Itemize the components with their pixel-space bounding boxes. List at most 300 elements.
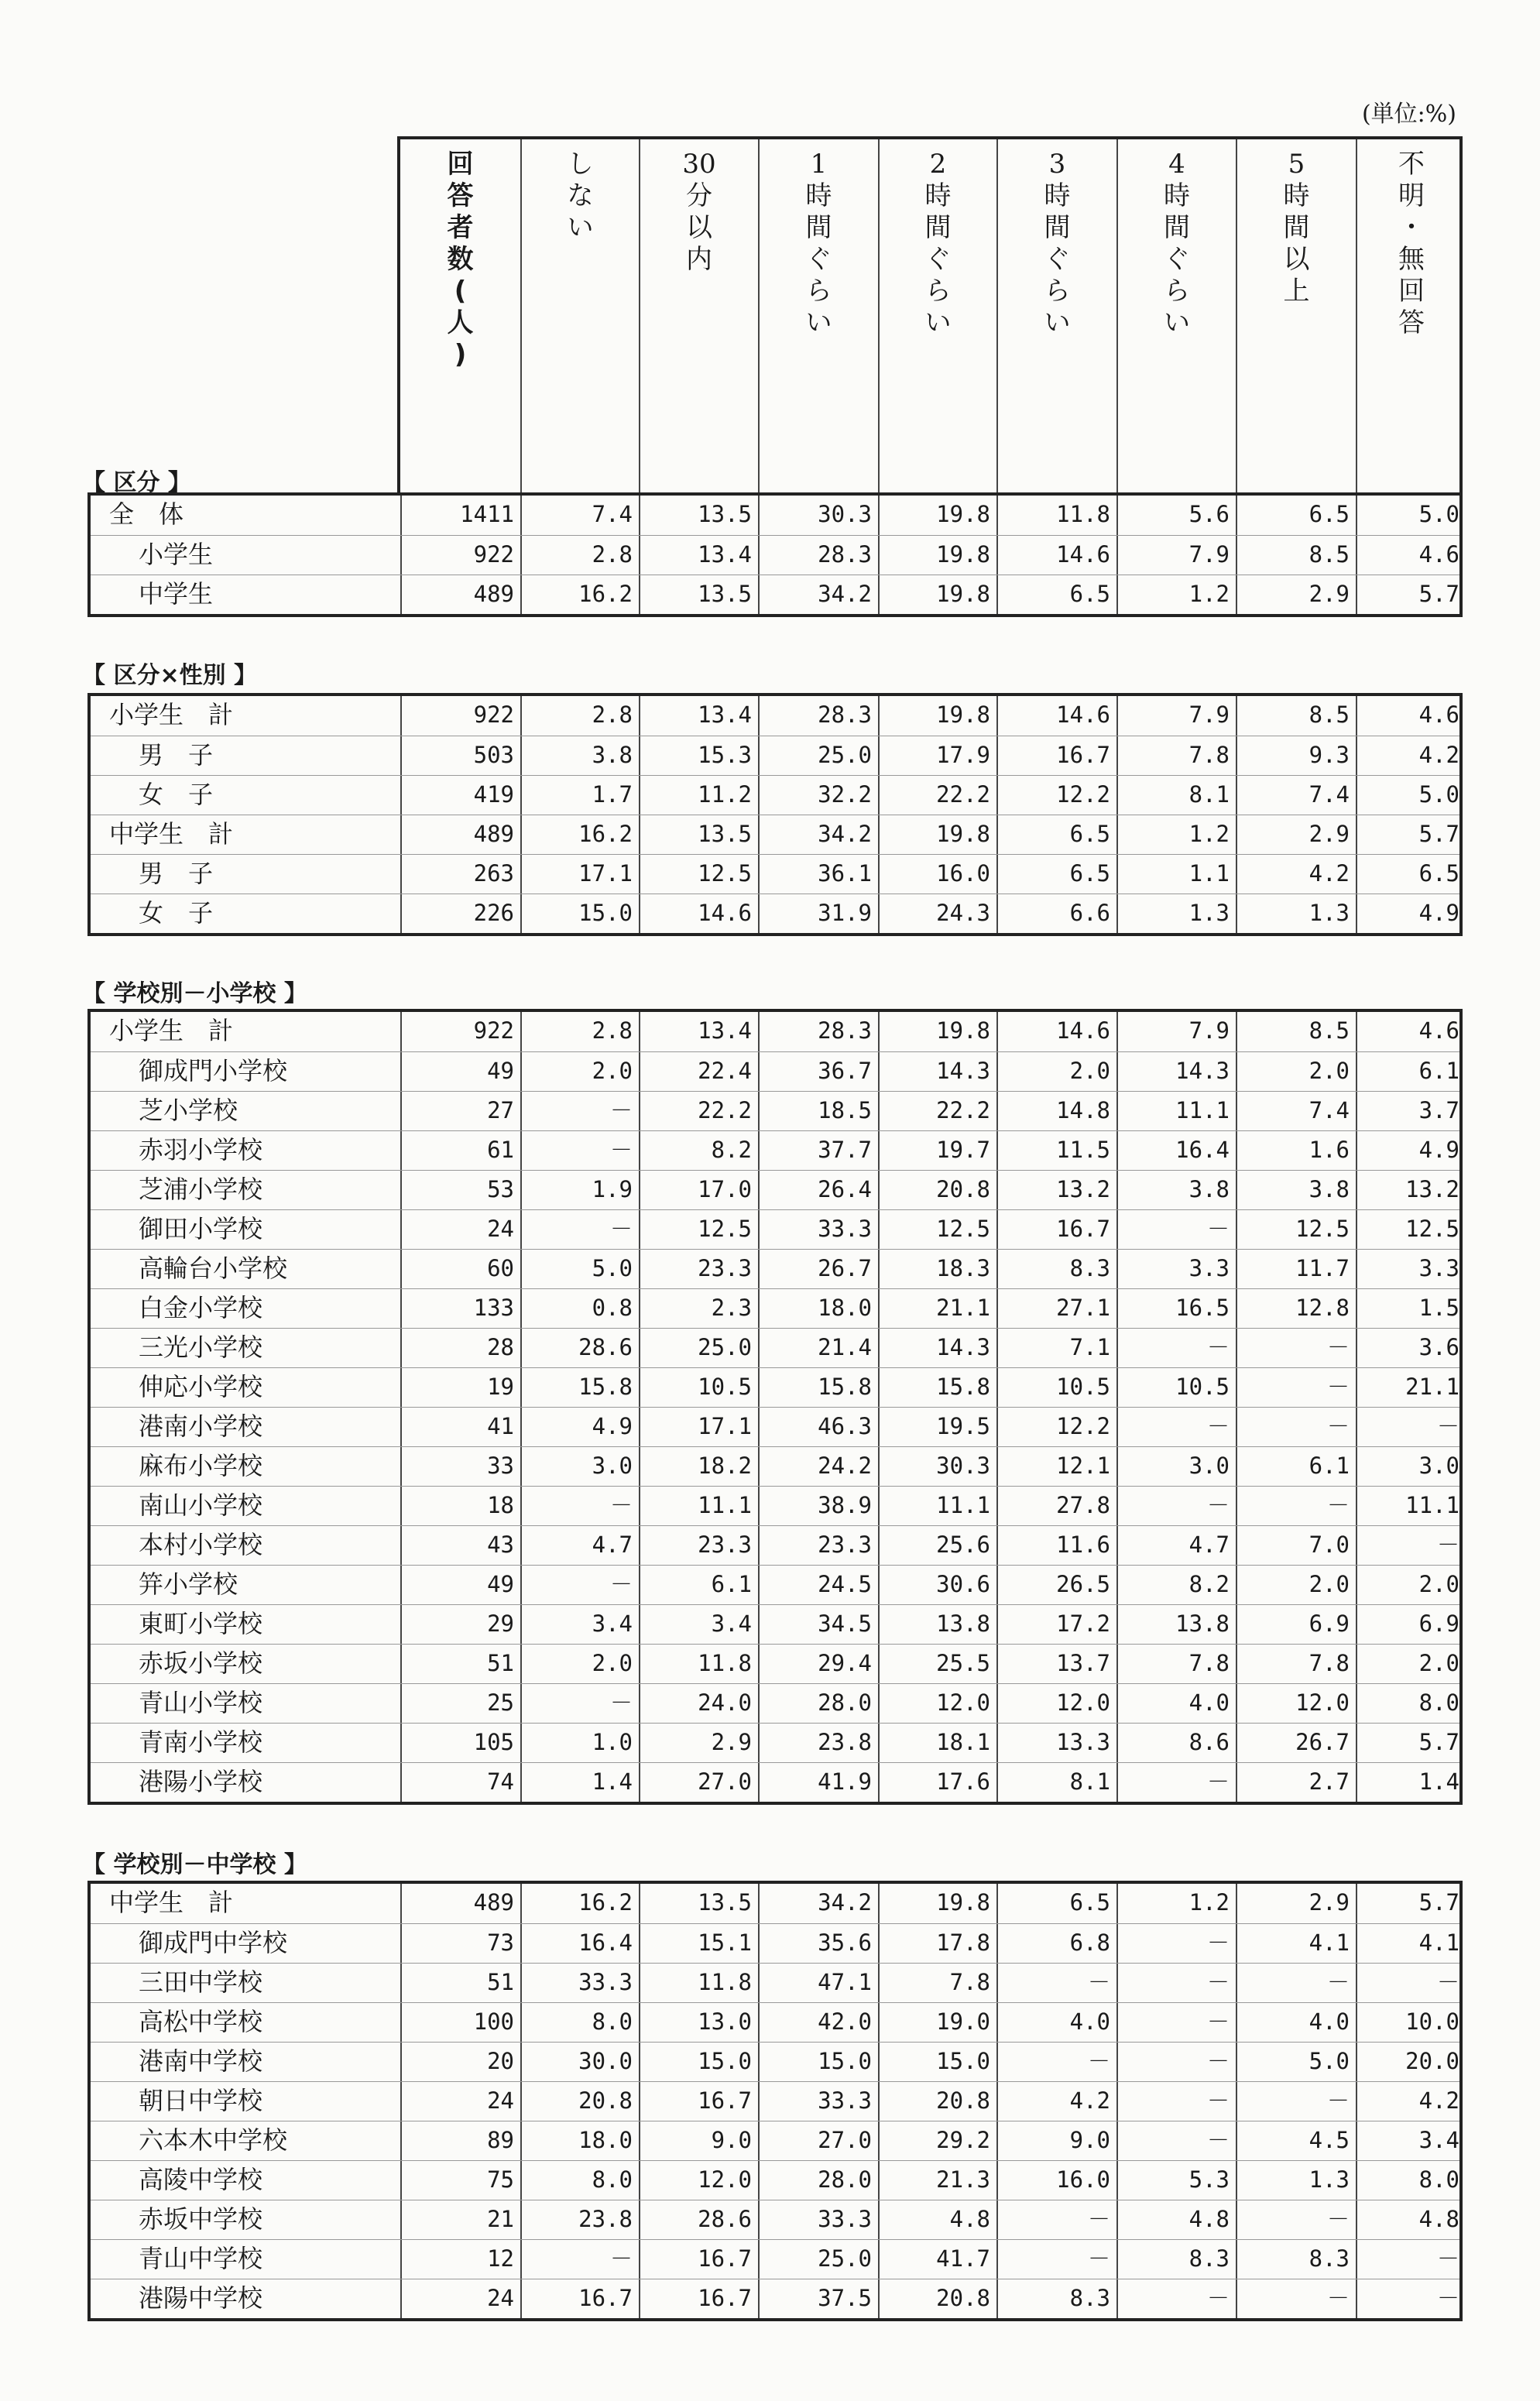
- row-label: 赤坂中学校: [139, 2204, 263, 2234]
- table-cell: 41: [400, 1408, 520, 1446]
- table-cell: 6.5: [996, 575, 1116, 614]
- table-cell: 6.5: [1356, 855, 1466, 894]
- table-cell: 7.0: [1236, 1526, 1356, 1565]
- table-cell: 105: [400, 1724, 520, 1762]
- column-header-char: 数: [447, 244, 474, 275]
- table-cell: 60: [400, 1250, 520, 1288]
- column-header-char: 3: [1048, 149, 1066, 180]
- table-cell: 16.2: [520, 575, 639, 614]
- table-cell: 16.4: [1116, 1131, 1236, 1170]
- row-label: 伸応小学校: [139, 1372, 263, 1401]
- table-cell: 15.8: [878, 1368, 996, 1407]
- table-cell: 6.6: [996, 894, 1116, 933]
- table-row: [91, 894, 1459, 933]
- table-cell: 2.8: [520, 1012, 639, 1051]
- table-cell: 26.7: [758, 1250, 878, 1288]
- row-label: 麻布小学校: [139, 1451, 263, 1480]
- table-cell: －: [520, 1487, 639, 1525]
- table-cell: 15.0: [758, 2043, 878, 2081]
- column-header-1: [520, 139, 639, 492]
- table-cell: 3.4: [639, 1605, 758, 1644]
- table-row: [91, 1012, 1459, 1051]
- table-cell: 1.3: [1116, 894, 1236, 933]
- table-cell: 18.3: [878, 1250, 996, 1288]
- table-cell: 4.5: [1236, 2121, 1356, 2160]
- column-header-char: 5: [1288, 149, 1305, 180]
- table-row: [91, 1963, 1459, 2002]
- table-cell: 25.0: [758, 2240, 878, 2279]
- table-cell: 1.9: [520, 1171, 639, 1209]
- table-cell: 15.3: [639, 736, 758, 775]
- column-header-char: 間: [1283, 212, 1310, 243]
- table-cell: 24.2: [758, 1447, 878, 1486]
- table-cell: 13.5: [639, 815, 758, 854]
- column-header-char: 者: [447, 212, 474, 243]
- row-label: 中学生: [139, 579, 214, 609]
- table-cell: 13.4: [639, 696, 758, 736]
- table-cell: 2.0: [1356, 1566, 1466, 1604]
- table-cell: 33.3: [758, 1210, 878, 1249]
- table-cell: 18.1: [878, 1724, 996, 1762]
- table-cell: 12.5: [1356, 1210, 1466, 1249]
- table-cell: 15.8: [520, 1368, 639, 1407]
- column-header-char: 明: [1398, 180, 1425, 211]
- table-cell: 11.2: [639, 776, 758, 815]
- table-cell: 30.0: [520, 2043, 639, 2081]
- data-table: [87, 693, 1463, 936]
- column-header-char: 時: [1164, 180, 1190, 211]
- table-cell: 2.9: [1236, 1884, 1356, 1923]
- table-cell: 8.0: [1356, 2161, 1466, 2200]
- table-cell: 8.5: [1236, 536, 1356, 575]
- table-cell: 18: [400, 1487, 520, 1525]
- table-cell: 5.7: [1356, 1884, 1466, 1923]
- table-cell: 2.3: [639, 1289, 758, 1328]
- table-cell: －: [1116, 1487, 1236, 1525]
- row-label: 御成門小学校: [139, 1056, 288, 1086]
- table-cell: 24: [400, 2279, 520, 2318]
- table-cell: －: [1116, 2121, 1236, 2160]
- table-cell: 34.2: [758, 575, 878, 614]
- table-cell: 27.0: [639, 1763, 758, 1802]
- table-cell: 33.3: [758, 2082, 878, 2121]
- data-table: [87, 1881, 1463, 2321]
- row-label: 青南小学校: [139, 1727, 263, 1757]
- table-cell: 22.2: [878, 1092, 996, 1130]
- table-cell: 19.8: [878, 1012, 996, 1051]
- column-header-char: 内: [686, 244, 712, 275]
- table-cell: 14.3: [1116, 1052, 1236, 1091]
- table-cell: 5.0: [520, 1250, 639, 1288]
- table-cell: 8.0: [520, 2161, 639, 2200]
- table-cell: －: [1116, 2043, 1236, 2081]
- column-header-6: [1116, 139, 1236, 492]
- table-cell: 41.9: [758, 1763, 878, 1802]
- column-header-char: ぐ: [805, 244, 832, 275]
- table-cell: 20.8: [878, 2082, 996, 2121]
- table-cell: 22.4: [639, 1052, 758, 1091]
- section-title: 【 区分 】: [82, 469, 191, 496]
- table-row: [91, 1249, 1459, 1288]
- table-cell: 25.0: [758, 736, 878, 775]
- table-cell: 3.4: [520, 1605, 639, 1644]
- table-row: [91, 496, 1459, 535]
- table-row: [91, 2200, 1459, 2239]
- table-cell: 13.4: [639, 1012, 758, 1051]
- row-label: 男 子: [139, 740, 214, 770]
- column-header-char: 時: [1283, 180, 1310, 211]
- table-cell: 25.0: [639, 1329, 758, 1367]
- row-label: 中学生 計: [109, 819, 234, 849]
- table-cell: 4.2: [1356, 736, 1466, 775]
- table-cell: 7.9: [1116, 1012, 1236, 1051]
- table-cell: 19.7: [878, 1131, 996, 1170]
- table-cell: 37.5: [758, 2279, 878, 2318]
- table-cell: 7.4: [1236, 1092, 1356, 1130]
- table-cell: 2.8: [520, 696, 639, 736]
- table-cell: 1.3: [1236, 894, 1356, 933]
- table-cell: －: [520, 1210, 639, 1249]
- table-cell: 15.8: [758, 1368, 878, 1407]
- row-label: 笄小学校: [139, 1569, 238, 1599]
- table-cell: 13.8: [1116, 1605, 1236, 1644]
- table-cell: 1.2: [1116, 575, 1236, 614]
- table-cell: 16.7: [996, 736, 1116, 775]
- table-cell: 6.8: [996, 1924, 1116, 1963]
- table-cell: 28.0: [758, 2161, 878, 2200]
- table-cell: 12.8: [1236, 1289, 1356, 1328]
- table-cell: 4.2: [1356, 2082, 1466, 2121]
- table-cell: 100: [400, 2003, 520, 2042]
- row-label: 港陽小学校: [139, 1767, 263, 1796]
- column-header-char: 1: [810, 149, 828, 180]
- table-cell: －: [1116, 2003, 1236, 2042]
- row-label: 御田小学校: [139, 1214, 263, 1243]
- table-row: [91, 575, 1459, 614]
- table-cell: 19.8: [878, 815, 996, 854]
- table-cell: 24.0: [639, 1684, 758, 1723]
- table-row: [91, 1525, 1459, 1565]
- row-label: 御成門中学校: [139, 1928, 288, 1957]
- table-cell: －: [1356, 1526, 1466, 1565]
- table-cell: －: [1236, 1408, 1356, 1446]
- table-row: [91, 2239, 1459, 2279]
- table-row: [91, 1644, 1459, 1683]
- table-cell: 2.9: [1236, 575, 1356, 614]
- table-cell: 16.2: [520, 1884, 639, 1923]
- table-cell: －: [1356, 2279, 1466, 2318]
- table-row: [91, 1407, 1459, 1446]
- table-cell: 8.5: [1236, 696, 1356, 736]
- column-header-char: ら: [924, 276, 952, 307]
- table-cell: 26.7: [1236, 1724, 1356, 1762]
- table-cell: －: [1236, 1487, 1356, 1525]
- unit-label: (単位:%): [1361, 101, 1456, 128]
- table-cell: 2.0: [1356, 1645, 1466, 1683]
- table-cell: 30.3: [758, 496, 878, 535]
- table-cell: 11.5: [996, 1131, 1116, 1170]
- column-header-char: ら: [805, 276, 832, 307]
- column-header-2: [639, 139, 758, 492]
- table-cell: 15.0: [878, 2043, 996, 2081]
- table-cell: 4.0: [996, 2003, 1116, 2042]
- column-header-char: 以: [1283, 244, 1310, 275]
- table-cell: 11.8: [639, 1964, 758, 2002]
- table-cell: 28.6: [520, 1329, 639, 1367]
- table-cell: 13.7: [996, 1645, 1116, 1683]
- column-header-char: ぐ: [1044, 244, 1071, 275]
- table-cell: 21.3: [878, 2161, 996, 2200]
- table-cell: 19.0: [878, 2003, 996, 2042]
- table-cell: 5.3: [1116, 2161, 1236, 2200]
- table-cell: 29: [400, 1605, 520, 1644]
- section-title: 【 区分×性別 】: [82, 662, 258, 689]
- table-cell: －: [1236, 2082, 1356, 2121]
- table-cell: 1.2: [1116, 815, 1236, 854]
- table-cell: 3.3: [1356, 1250, 1466, 1288]
- table-cell: 32.2: [758, 776, 878, 815]
- table-cell: 9.0: [639, 2121, 758, 2160]
- table-cell: 2.0: [520, 1052, 639, 1091]
- column-header-char: ぐ: [1164, 244, 1190, 275]
- table-cell: 10.5: [996, 1368, 1116, 1407]
- table-cell: －: [996, 1964, 1116, 2002]
- table-cell: 12.5: [1236, 1210, 1356, 1249]
- table-cell: 3.3: [1116, 1250, 1236, 1288]
- data-table: [87, 1009, 1463, 1805]
- column-header-char: 答: [447, 180, 474, 211]
- table-cell: 5.0: [1236, 2043, 1356, 2081]
- column-header-char: 不: [1398, 149, 1425, 180]
- column-header-char: 無: [1398, 244, 1425, 275]
- table-cell: 5.6: [1116, 496, 1236, 535]
- table-cell: 3.8: [1116, 1171, 1236, 1209]
- table-row: [91, 2160, 1459, 2200]
- column-header-char: 間: [924, 212, 952, 243]
- table-cell: 51: [400, 1964, 520, 2002]
- table-cell: 17.1: [639, 1408, 758, 1446]
- table-row: [91, 1923, 1459, 1963]
- table-cell: 922: [400, 536, 520, 575]
- column-header-char: い: [1164, 307, 1190, 338]
- row-label: 東町小学校: [139, 1609, 263, 1638]
- row-label: 女 子: [139, 898, 214, 928]
- table-cell: 26.4: [758, 1171, 878, 1209]
- table-cell: 1.1: [1116, 855, 1236, 894]
- table-row: [91, 1604, 1459, 1644]
- column-header-3: [758, 139, 878, 492]
- row-label: 芝小学校: [139, 1096, 238, 1125]
- table-cell: 30.6: [878, 1566, 996, 1604]
- row-label: 小学生 計: [109, 700, 234, 729]
- table-cell: 8.6: [1116, 1724, 1236, 1762]
- table-cell: 4.8: [1116, 2200, 1236, 2239]
- table-row: [91, 1051, 1459, 1091]
- table-cell: 29.4: [758, 1645, 878, 1683]
- column-header-char: 間: [1044, 212, 1071, 243]
- table-cell: 17.2: [996, 1605, 1116, 1644]
- table-cell: 11.1: [1356, 1487, 1466, 1525]
- table-cell: 16.7: [639, 2279, 758, 2318]
- column-header-5: [996, 139, 1116, 492]
- table-cell: 1.2: [1116, 1884, 1236, 1923]
- table-cell: 489: [400, 575, 520, 614]
- table-row: [91, 736, 1459, 775]
- table-cell: －: [520, 1092, 639, 1130]
- table-cell: 27: [400, 1092, 520, 1130]
- table-cell: 13.5: [639, 575, 758, 614]
- row-label: 女 子: [139, 780, 214, 809]
- row-label: 赤羽小学校: [139, 1135, 263, 1164]
- table-cell: 37.7: [758, 1131, 878, 1170]
- column-header-7: [1236, 139, 1356, 492]
- row-label: 小学生 計: [109, 1016, 234, 1045]
- table-cell: 51: [400, 1645, 520, 1683]
- column-header-char: ): [454, 339, 467, 370]
- table-cell: 4.6: [1356, 536, 1466, 575]
- table-cell: 4.7: [520, 1526, 639, 1565]
- table-row: [91, 854, 1459, 894]
- table-cell: 4.1: [1236, 1924, 1356, 1963]
- table-cell: 6.5: [1236, 496, 1356, 535]
- table-cell: 61: [400, 1131, 520, 1170]
- table-cell: 21.1: [1356, 1368, 1466, 1407]
- table-row: [91, 1486, 1459, 1525]
- table-cell: 13.3: [996, 1724, 1116, 1762]
- table-cell: 12: [400, 2240, 520, 2279]
- table-cell: 24: [400, 1210, 520, 1249]
- table-cell: 33.3: [520, 1964, 639, 2002]
- table-cell: 3.8: [520, 736, 639, 775]
- column-header-char: 30: [682, 149, 716, 180]
- table-cell: 20.8: [878, 2279, 996, 2318]
- table-cell: 15.0: [520, 894, 639, 933]
- table-cell: 7.9: [1116, 536, 1236, 575]
- table-cell: 19.8: [878, 536, 996, 575]
- section-title: 【 学校別－小学校 】: [82, 980, 307, 1007]
- table-cell: 38.9: [758, 1487, 878, 1525]
- table-cell: 18.2: [639, 1447, 758, 1486]
- table-row: [91, 696, 1459, 736]
- table-cell: 2.0: [996, 1052, 1116, 1091]
- table-cell: 12.0: [639, 2161, 758, 2200]
- table-cell: 22.2: [878, 776, 996, 815]
- table-cell: 49: [400, 1566, 520, 1604]
- table-cell: 9.3: [1236, 736, 1356, 775]
- table-cell: 2.8: [520, 536, 639, 575]
- table-cell: 23.3: [758, 1526, 878, 1565]
- table-cell: 20.8: [878, 1171, 996, 1209]
- table-cell: 1.4: [1356, 1763, 1466, 1802]
- column-header-char: 時: [1044, 180, 1071, 211]
- column-header-char: 時: [924, 180, 952, 211]
- table-cell: 226: [400, 894, 520, 933]
- table-cell: 2.9: [1236, 815, 1356, 854]
- table-cell: 19.8: [878, 496, 996, 535]
- column-header-char: 回: [447, 149, 474, 180]
- table-cell: 16.2: [520, 815, 639, 854]
- table-cell: －: [996, 2200, 1116, 2239]
- table-cell: 3.0: [1356, 1447, 1466, 1486]
- table-cell: 23.3: [639, 1526, 758, 1565]
- table-cell: 15.1: [639, 1924, 758, 1963]
- table-row: [91, 1683, 1459, 1723]
- column-header-char: 分: [686, 180, 712, 211]
- column-header: [397, 136, 1463, 496]
- table-cell: 23.8: [520, 2200, 639, 2239]
- table-cell: 17.1: [520, 855, 639, 894]
- table-cell: 15.0: [639, 2043, 758, 2081]
- table-cell: 27.0: [758, 2121, 878, 2160]
- table-row: [91, 1723, 1459, 1762]
- table-cell: 8.1: [1116, 776, 1236, 815]
- table-row: [91, 1130, 1459, 1170]
- table-cell: 5.7: [1356, 815, 1466, 854]
- table-cell: －: [1116, 1763, 1236, 1802]
- table-cell: 3.8: [1236, 1171, 1356, 1209]
- column-header-0: [400, 139, 520, 492]
- table-cell: 28.3: [758, 1012, 878, 1051]
- table-cell: 14.8: [996, 1092, 1116, 1130]
- table-cell: 34.2: [758, 815, 878, 854]
- table-row: [91, 1446, 1459, 1486]
- table-cell: 19.8: [878, 575, 996, 614]
- table-cell: 2.9: [639, 1724, 758, 1762]
- table-cell: 28.6: [639, 2200, 758, 2239]
- table-cell: 49: [400, 1052, 520, 1091]
- row-label: 本村小学校: [139, 1530, 263, 1559]
- table-cell: 27.8: [996, 1487, 1116, 1525]
- table-cell: 23.8: [758, 1724, 878, 1762]
- table-cell: 2.0: [1236, 1052, 1356, 1091]
- row-label: 全 体: [109, 499, 184, 529]
- table-cell: 4.9: [1356, 894, 1466, 933]
- table-cell: 12.0: [1236, 1684, 1356, 1723]
- table-cell: 31.9: [758, 894, 878, 933]
- table-row: [91, 1762, 1459, 1802]
- table-cell: 12.5: [639, 1210, 758, 1249]
- table-row: [91, 1091, 1459, 1130]
- table-cell: 3.0: [1116, 1447, 1236, 1486]
- table-cell: 16.5: [1116, 1289, 1236, 1328]
- table-cell: 12.0: [878, 1684, 996, 1723]
- table-cell: －: [1236, 1964, 1356, 2002]
- table-cell: 12.2: [996, 1408, 1116, 1446]
- table-cell: 46.3: [758, 1408, 878, 1446]
- column-header-char: 以: [686, 212, 712, 243]
- table-cell: 16.4: [520, 1924, 639, 1963]
- table-cell: 17.6: [878, 1763, 996, 1802]
- table-cell: 8.0: [520, 2003, 639, 2042]
- table-cell: 16.7: [996, 1210, 1116, 1249]
- table-cell: 3.6: [1356, 1329, 1466, 1367]
- table-cell: 4.9: [1356, 1131, 1466, 1170]
- table-row: [91, 2002, 1459, 2042]
- table-row: [91, 775, 1459, 815]
- table-cell: 33: [400, 1447, 520, 1486]
- table-cell: －: [1116, 2082, 1236, 2121]
- table-cell: 2.0: [1236, 1566, 1356, 1604]
- table-row: [91, 1209, 1459, 1249]
- table-cell: 20.0: [1356, 2043, 1466, 2081]
- table-cell: 13.2: [996, 1171, 1116, 1209]
- table-row: [91, 1565, 1459, 1604]
- table-cell: 133: [400, 1289, 520, 1328]
- table-cell: 489: [400, 1884, 520, 1923]
- table-cell: 12.0: [996, 1684, 1116, 1723]
- table-cell: 24.5: [758, 1566, 878, 1604]
- column-header-char: し: [567, 149, 594, 180]
